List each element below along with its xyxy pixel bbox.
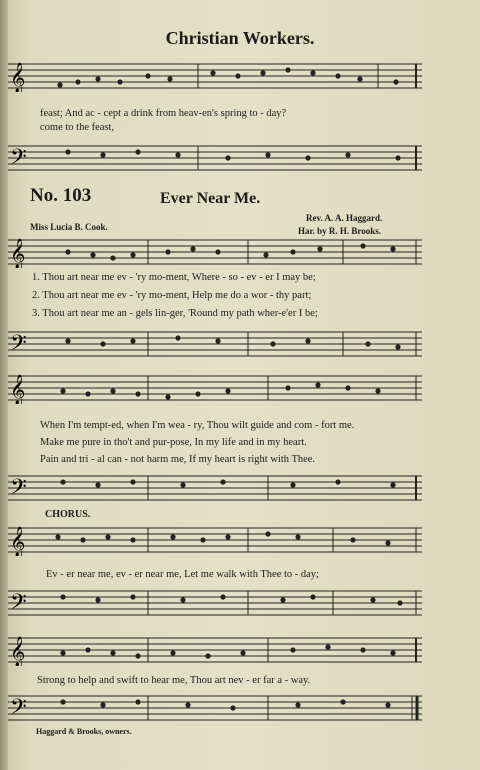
svg-text:𝄞: 𝄞	[10, 63, 26, 92]
staff-lines	[8, 370, 422, 404]
svg-text:𝄢: 𝄢	[10, 475, 27, 504]
staff-lines	[8, 140, 422, 174]
verse-2-lyric-a: 2. Thou art near me ev - 'ry mo-ment, Help me do a wor - thy part;	[32, 290, 312, 301]
harmonizer-credit: Har. by R. H. Brooks.	[298, 226, 382, 236]
staff-lines	[8, 58, 422, 92]
music-staff-7	[8, 522, 422, 556]
verse-3-lyric-b: Pain and tri - al can - not harm me, If my heart is right with Thee.	[40, 454, 316, 465]
music-staff-10	[8, 690, 422, 724]
verse-2-lyric-b: Make me pure in tho't and pur-pose, In my life and in my heart.	[40, 437, 307, 448]
verse-1-lyric-b: When I'm tempt-ed, when I'm wea - ry, Thou wilt guide and com - fort me.	[40, 420, 355, 431]
staff-lines	[8, 585, 422, 619]
chorus-label: CHORUS.	[45, 509, 91, 520]
page-gutter	[0, 0, 8, 770]
svg-text:𝄢: 𝄢	[10, 145, 27, 174]
music-staff-5	[8, 370, 422, 404]
svg-text:𝄢: 𝄢	[10, 331, 27, 360]
staff-lines	[8, 326, 422, 360]
chorus-lyric-2: Strong to help and swift to hear me, Thou art nev - er far a - way.	[37, 675, 311, 686]
svg-text:𝄞: 𝄞	[10, 239, 26, 268]
composer-credit: Rev. A. A. Haggard.	[306, 213, 383, 223]
svg-text:𝄞: 𝄞	[10, 375, 26, 404]
verse-1-lyric-a: 1. Thou art near me ev - 'ry mo-ment, Where - so - ev - er I may be;	[32, 272, 316, 283]
svg-text:𝄢: 𝄢	[10, 590, 27, 619]
music-staff-6	[8, 470, 422, 504]
lyricist-credit: Miss Lucia B. Cook.	[30, 222, 108, 232]
page-header-title: Christian Workers.	[165, 28, 315, 48]
music-staff-1	[8, 58, 422, 92]
staff-lines	[8, 234, 422, 268]
prev-hymn-lyric-2: come to the feast,	[40, 122, 115, 133]
svg-text:𝄢: 𝄢	[10, 695, 27, 724]
chorus-lyric-1: Ev - er near me, ev - er near me, Let me walk with Thee to - day;	[46, 569, 319, 580]
staff-lines	[8, 470, 422, 504]
staff-lines	[8, 632, 422, 666]
prev-hymn-lyric-1: feast; And ac - cept a drink from heav-en's spring to - day?	[40, 108, 287, 119]
music-staff-3	[8, 234, 422, 268]
music-staff-2	[8, 140, 422, 174]
staff-lines	[8, 522, 422, 556]
svg-text:𝄞: 𝄞	[10, 637, 26, 666]
verse-3-lyric-a: 3. Thou art near me an - gels lin-ger, 'Round my path wher-e'er I be;	[32, 308, 318, 319]
svg-text:𝄞: 𝄞	[10, 527, 26, 556]
hymn-title: Ever Near Me.	[160, 190, 261, 207]
staff-lines	[8, 690, 422, 724]
music-staff-8	[8, 585, 422, 619]
music-staff-4	[8, 326, 422, 360]
music-staff-9	[8, 632, 422, 666]
hymn-number: No. 103	[30, 185, 92, 206]
copyright-owners: Haggard & Brooks, owners.	[36, 727, 132, 736]
